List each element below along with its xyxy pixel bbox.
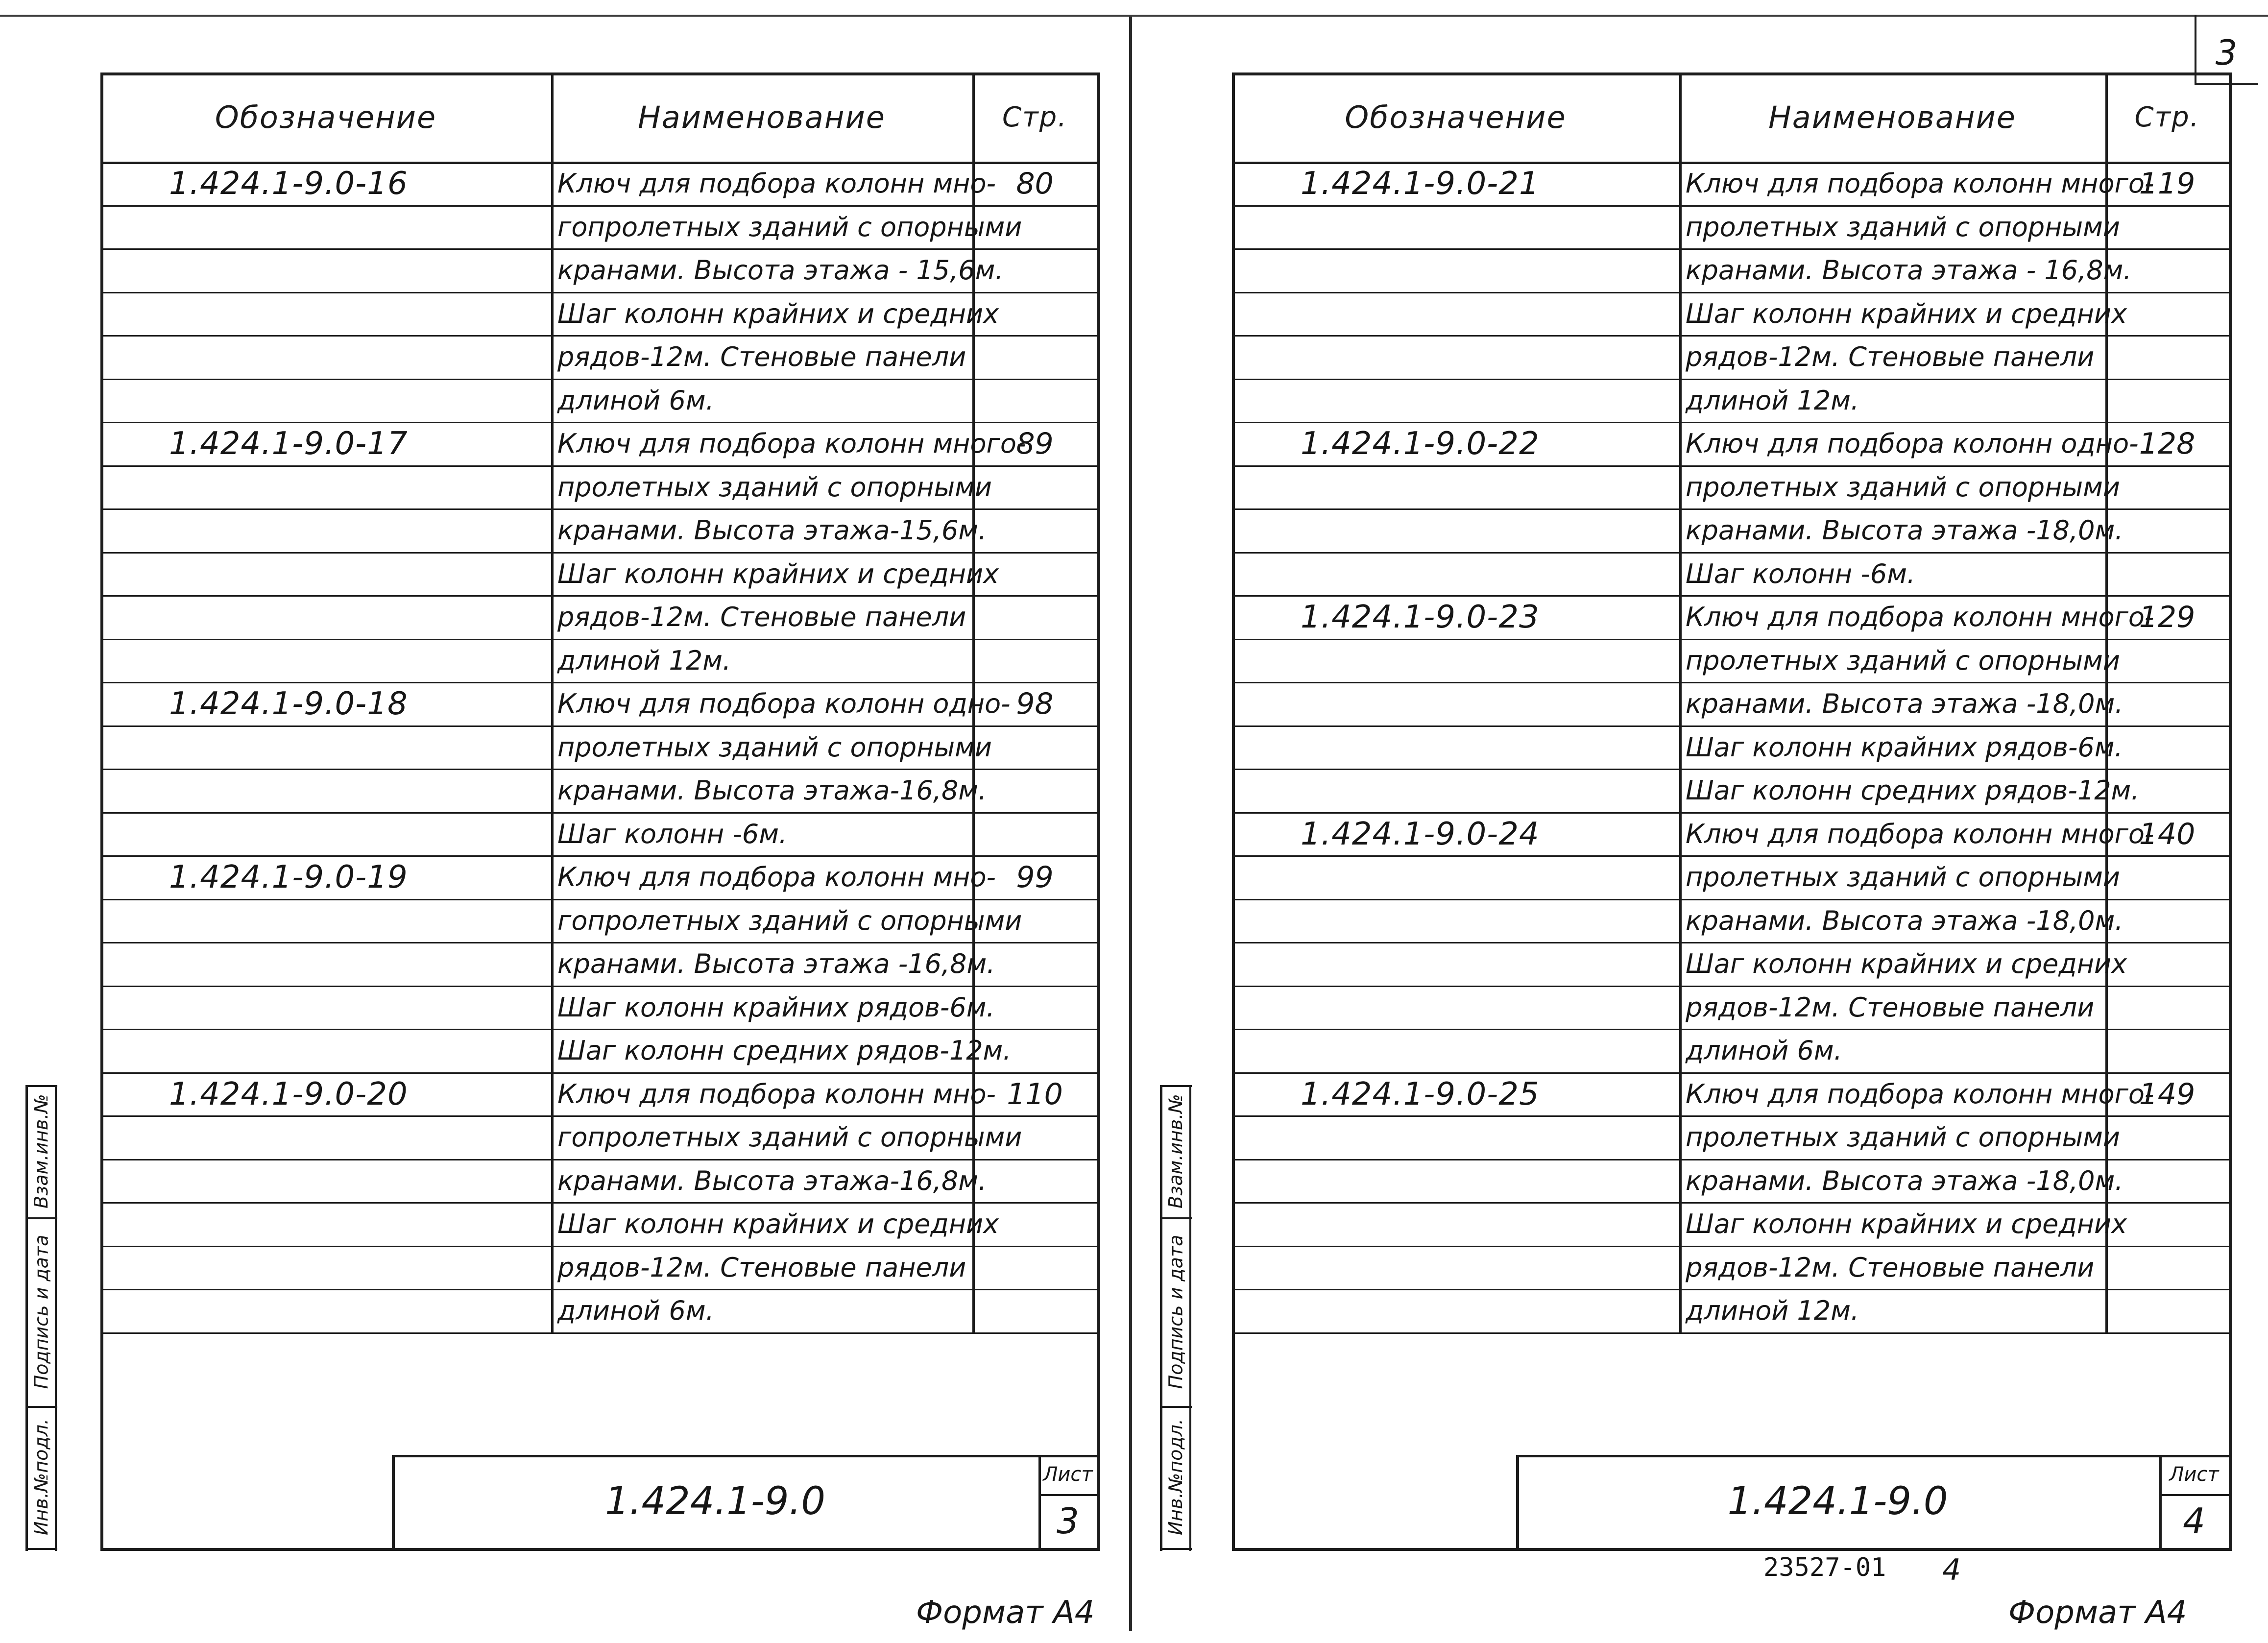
- designation-cell: 1.424.1-9.0-19: [169, 859, 408, 895]
- name-cell: пролетных зданий с опорными: [1686, 472, 2120, 503]
- name-cell: Ключ для подбора колонн мно-: [557, 862, 996, 893]
- name-cell: Ключ для подбора колонн одно-: [1686, 428, 2139, 459]
- page-cell: 119: [2139, 166, 2196, 201]
- designation-cell: [164, 812, 551, 856]
- designation-cell: [164, 1029, 551, 1072]
- designation-cell: [164, 942, 551, 986]
- designation-cell: [1296, 1115, 1679, 1159]
- designation-cell: [164, 986, 551, 1029]
- designation-cell: [1296, 205, 1679, 249]
- page-cell: [975, 1202, 1095, 1246]
- name-cell: пролетных зданий с опорными: [1686, 645, 2120, 676]
- row-divider: [100, 1332, 1100, 1334]
- name-cell: кранами. Высота этажа-15,6м.: [557, 515, 987, 546]
- designation-cell: 1.424.1-9.0-21: [1301, 165, 1540, 202]
- name-cell: рядов-12м. Стеновые панели: [1686, 341, 2095, 372]
- page-cell: 140: [2139, 817, 2196, 851]
- page-cell: [975, 899, 1095, 942]
- designation-cell: [1296, 248, 1679, 292]
- name-cell: Шаг колонн крайних и средних: [1686, 948, 2127, 979]
- page-cell: [975, 1159, 1095, 1203]
- page-cell: [975, 465, 1095, 509]
- page-cell: [2108, 1029, 2226, 1072]
- page-cell: [2108, 769, 2226, 812]
- header-name: Наименование: [1768, 99, 2016, 135]
- name-cell: Ключ для подбора колонн много-: [1686, 168, 2154, 199]
- document-code: 1.424.1-9.0: [605, 1479, 825, 1523]
- page-cell: 110: [1007, 1077, 1063, 1111]
- page-cell: [2108, 335, 2226, 379]
- name-cell: кранами. Высота этажа -18,0м.: [1686, 515, 2123, 546]
- name-cell: кранами. Высота этажа - 15,6м.: [557, 255, 1004, 286]
- name-cell: Шаг колонн крайних и средних: [1686, 1208, 2127, 1239]
- page-cell: [2108, 205, 2226, 249]
- name-cell: Шаг колонн -6м.: [1686, 558, 1916, 589]
- archive-number: 23527-01: [1763, 1553, 1886, 1582]
- name-cell: пролетных зданий с опорными: [1686, 212, 2120, 242]
- page-cell: [2108, 899, 2226, 942]
- page-cell: 99: [1016, 860, 1054, 894]
- side-strip-divider: [1160, 1548, 1192, 1550]
- page-cell: [2108, 465, 2226, 509]
- header-designation: Обозначение: [1345, 99, 1567, 135]
- designation-cell: [164, 1289, 551, 1332]
- page-cell: [975, 942, 1095, 986]
- designation-cell: [1296, 1029, 1679, 1072]
- side-label-vzam-inv: Взам.инв.№: [1165, 1094, 1186, 1208]
- designation-cell: [164, 292, 551, 336]
- name-cell: Шаг колонн крайних рядов-6м.: [1686, 732, 2123, 763]
- name-cell: рядов-12м. Стеновые панели: [557, 1252, 966, 1283]
- header-page: Стр.: [2134, 101, 2200, 133]
- page-cell: [975, 379, 1095, 422]
- name-cell: Шаг колонн крайних и средних: [557, 298, 999, 329]
- side-label-signature-date: Подпись и дата: [1165, 1234, 1186, 1389]
- designation-cell: 1.424.1-9.0-18: [169, 685, 408, 722]
- designation-cell: [1296, 899, 1679, 942]
- name-cell: Ключ для подбора колонн много-: [1686, 1079, 2154, 1110]
- page-cell: [975, 292, 1095, 336]
- designation-cell: [164, 1159, 551, 1203]
- designation-cell: [1296, 682, 1679, 725]
- name-cell: длиной 6м.: [557, 1295, 714, 1326]
- page-cell: 89: [1016, 426, 1054, 461]
- name-cell: Шаг колонн крайних рядов-6м.: [557, 992, 995, 1023]
- name-cell: кранами. Высота этажа-16,8м.: [557, 1165, 987, 1196]
- page-cell: [2108, 508, 2226, 552]
- archive-page: 4: [1942, 1553, 1961, 1587]
- name-cell: пролетных зданий с опорными: [557, 732, 992, 763]
- designation-cell: 1.424.1-9.0-17: [169, 425, 408, 462]
- name-cell: кранами. Высота этажа - 16,8м.: [1686, 255, 2132, 286]
- designation-cell: [164, 899, 551, 942]
- designation-cell: 1.424.1-9.0-25: [1301, 1076, 1540, 1112]
- name-cell: гопролетных зданий с опорными: [557, 905, 1022, 936]
- page-cell: [2108, 1115, 2226, 1159]
- page-cell: [2108, 855, 2226, 899]
- row-divider: [1232, 1332, 2232, 1334]
- side-label-inv-podl: Инв.№подл.: [30, 1419, 52, 1536]
- designation-cell: [164, 769, 551, 812]
- page-cell: [975, 248, 1095, 292]
- designation-cell: [164, 205, 551, 249]
- designation-cell: [164, 335, 551, 379]
- document-code: 1.424.1-9.0: [1727, 1479, 1948, 1523]
- format-label: Формат А4: [916, 1595, 1095, 1631]
- name-cell: длиной 12м.: [557, 645, 731, 676]
- designation-cell: 1.424.1-9.0-22: [1301, 425, 1540, 462]
- sheet-number: 3: [1057, 1500, 1079, 1542]
- page-cell: [975, 335, 1095, 379]
- name-cell: кранами. Высота этажа -18,0м.: [1686, 688, 2123, 719]
- designation-cell: [164, 508, 551, 552]
- designation-cell: [164, 248, 551, 292]
- name-cell: Шаг колонн крайних и средних: [557, 1208, 999, 1239]
- designation-cell: [1296, 769, 1679, 812]
- name-cell: пролетных зданий с опорными: [557, 472, 992, 503]
- name-cell: рядов-12м. Стеновые панели: [557, 341, 966, 372]
- designation-cell: 1.424.1-9.0-23: [1301, 599, 1540, 635]
- designation-cell: [1296, 552, 1679, 596]
- designation-cell: [1296, 292, 1679, 336]
- page-cell: [2108, 1246, 2226, 1289]
- name-cell: гопролетных зданий с опорными: [557, 1122, 1022, 1153]
- name-cell: кранами. Высота этажа -18,0м.: [1686, 905, 2123, 936]
- side-strip-inner-border: [1189, 1085, 1191, 1551]
- name-cell: Ключ для подбора колонн мно-: [557, 1079, 996, 1110]
- name-cell: Шаг колонн средних рядов-12м.: [557, 1035, 1012, 1066]
- page-cell: 98: [1016, 686, 1054, 721]
- designation-cell: [1296, 1246, 1679, 1289]
- designation-cell: [164, 552, 551, 596]
- page-cell: [975, 986, 1095, 1029]
- name-cell: Ключ для подбора колонн мно-: [557, 168, 996, 199]
- name-cell: кранами. Высота этажа -16,8м.: [557, 948, 995, 979]
- designation-cell: [164, 1115, 551, 1159]
- page-cell: [975, 1115, 1095, 1159]
- page-cell: [2108, 639, 2226, 682]
- designation-cell: [164, 1202, 551, 1246]
- page-cell: [2108, 942, 2226, 986]
- page-cell: [2108, 1159, 2226, 1203]
- designation-cell: [1296, 942, 1679, 986]
- designation-cell: [1296, 508, 1679, 552]
- name-cell: длиной 6м.: [557, 385, 714, 416]
- table-right-border: [1097, 72, 1100, 1548]
- table-right-border: [2229, 72, 2232, 1548]
- sheet-number: 4: [2183, 1500, 2205, 1542]
- page-cell: [975, 552, 1095, 596]
- designation-cell: [1296, 335, 1679, 379]
- page-cell: 129: [2139, 600, 2196, 634]
- page-cell: [2108, 1202, 2226, 1246]
- page-cell: [975, 639, 1095, 682]
- table-bottom-border: [1232, 1548, 2232, 1551]
- page-cell: [2108, 1289, 2226, 1332]
- designation-cell: [164, 379, 551, 422]
- side-label-inv-podl: Инв.№подл.: [1165, 1419, 1186, 1536]
- page-cell: [975, 725, 1095, 769]
- side-strip-divider: [25, 1548, 57, 1550]
- name-cell: Шаг колонн крайних и средних: [1686, 298, 2127, 329]
- side-strip-inner-border: [55, 1085, 57, 1551]
- page-cell: [2108, 725, 2226, 769]
- designation-cell: [1296, 855, 1679, 899]
- page-cell: [975, 1246, 1095, 1289]
- page-cell: [2108, 552, 2226, 596]
- name-cell: длиной 6м.: [1686, 1035, 1842, 1066]
- name-cell: рядов-12м. Стеновые панели: [557, 602, 966, 632]
- name-cell: Ключ для подбора колонн много-: [1686, 602, 2154, 632]
- name-cell: рядов-12м. Стеновые панели: [1686, 1252, 2095, 1283]
- designation-cell: [164, 1246, 551, 1289]
- page-cell: [975, 1289, 1095, 1332]
- page-cell: 80: [1016, 166, 1054, 201]
- name-cell: Ключ для подбора колонн одно-: [557, 688, 1011, 719]
- name-cell: Шаг колонн -6м.: [557, 819, 788, 849]
- page-cell: [2108, 292, 2226, 336]
- table-bottom-border: [100, 1548, 1100, 1551]
- name-cell: кранами. Высота этажа -18,0м.: [1686, 1165, 2123, 1196]
- designation-cell: 1.424.1-9.0-20: [169, 1076, 408, 1112]
- page-cell: 149: [2139, 1077, 2196, 1111]
- header-designation: Обозначение: [215, 99, 437, 135]
- name-cell: пролетных зданий с опорными: [1686, 862, 2120, 893]
- designation-cell: [164, 595, 551, 639]
- designation-cell: 1.424.1-9.0-16: [169, 165, 408, 202]
- designation-cell: [1296, 379, 1679, 422]
- page-cell: [975, 769, 1095, 812]
- page-cell: [2108, 248, 2226, 292]
- name-cell: Шаг колонн средних рядов-12м.: [1686, 775, 2140, 806]
- designation-cell: [1296, 1289, 1679, 1332]
- side-label-vzam-inv: Взам.инв.№: [30, 1094, 52, 1208]
- page-cell: [975, 812, 1095, 856]
- name-cell: пролетных зданий с опорными: [1686, 1122, 2120, 1153]
- designation-cell: [164, 639, 551, 682]
- format-label: Формат А4: [2008, 1595, 2187, 1631]
- designation-cell: [164, 725, 551, 769]
- name-cell: Ключ для подбора колонн много-: [1686, 819, 2154, 849]
- designation-cell: [1296, 465, 1679, 509]
- name-cell: кранами. Высота этажа-16,8м.: [557, 775, 987, 806]
- designation-cell: [1296, 639, 1679, 682]
- header-name: Наименование: [638, 99, 886, 135]
- designation-cell: [1296, 1202, 1679, 1246]
- page-cell: [975, 1029, 1095, 1072]
- designation-cell: [1296, 725, 1679, 769]
- designation-cell: 1.424.1-9.0-24: [1301, 816, 1540, 852]
- page-cell: [975, 508, 1095, 552]
- sheet-label: Лист: [2169, 1463, 2219, 1486]
- designation-cell: [164, 465, 551, 509]
- page-cell: 128: [2139, 426, 2196, 461]
- side-label-signature-date: Подпись и дата: [30, 1234, 52, 1389]
- page-cell: [2108, 682, 2226, 725]
- page-cell: [975, 205, 1095, 249]
- header-page: Стр.: [1002, 101, 1068, 133]
- page-cell: [2108, 986, 2226, 1029]
- corner-box-bottom-border: [2195, 83, 2258, 85]
- designation-cell: [1296, 986, 1679, 1029]
- page-cell: [2108, 379, 2226, 422]
- corner-page-number: 3: [2215, 33, 2238, 73]
- sheet-label: Лист: [1043, 1463, 1093, 1486]
- name-cell: рядов-12м. Стеновые панели: [1686, 992, 2095, 1023]
- name-cell: Ключ для подбора колонн много-: [557, 428, 1026, 459]
- name-cell: гопролетных зданий с опорными: [557, 212, 1022, 242]
- name-cell: Шаг колонн крайних и средних: [557, 558, 999, 589]
- designation-cell: [1296, 1159, 1679, 1203]
- name-cell: длиной 12м.: [1686, 1295, 1859, 1326]
- name-cell: длиной 12м.: [1686, 385, 1859, 416]
- page-cell: [975, 595, 1095, 639]
